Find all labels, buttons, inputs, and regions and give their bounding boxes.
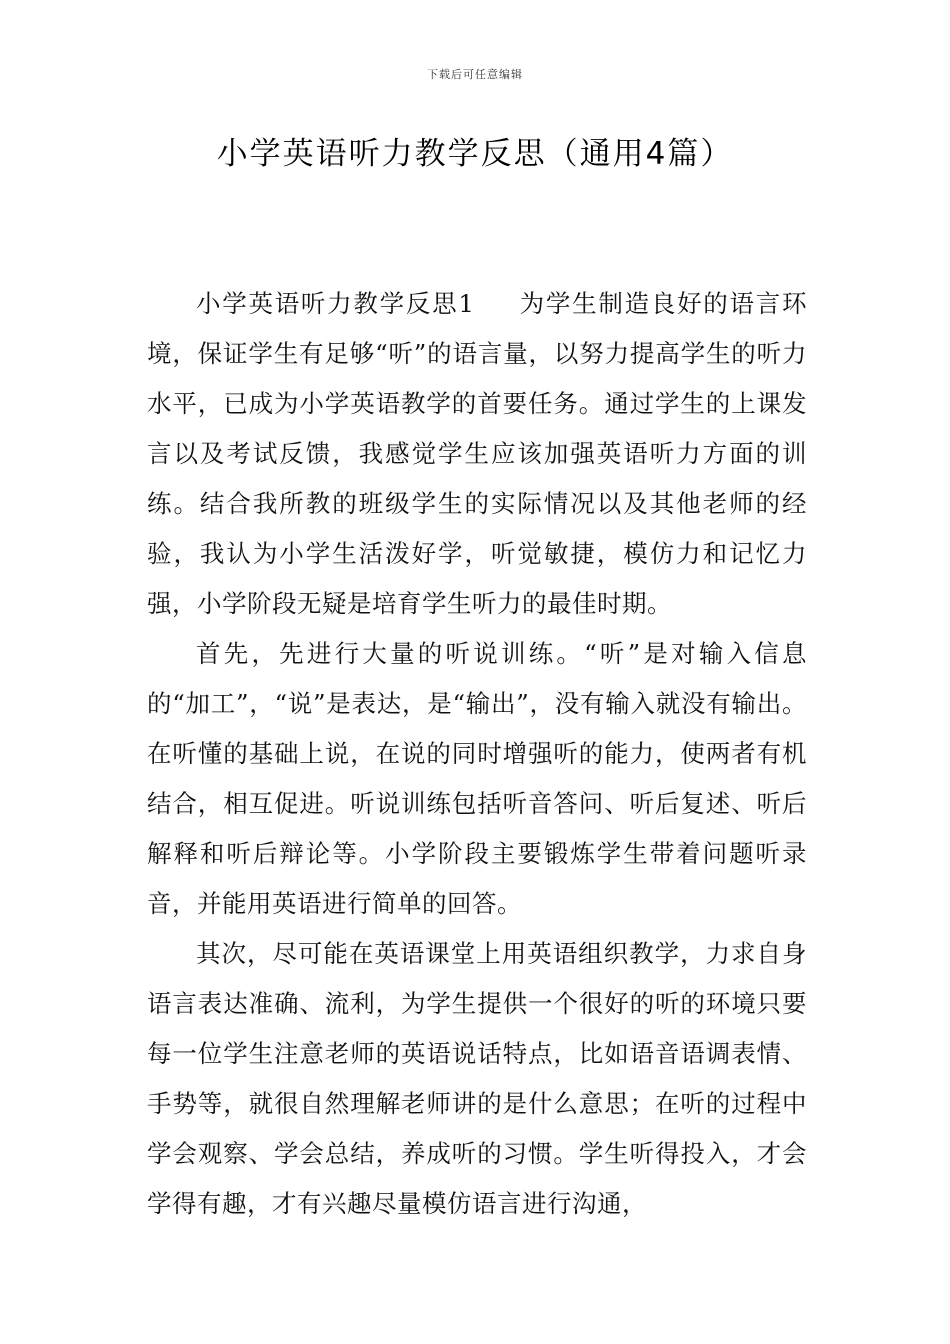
paragraph-1-text: 为学生制造良好的语言环境，保证学生有足够“听”的语言量，以努力提高学生的听力水平，已成为小学英语教学的首要任务。通过学生的上课发言以及考试反馈，我感觉学生应该加强英语听力方面的训练。结合我所教的班级学生的实际情况以及其他老师的经验，我认为小学生活泼好学，听觉敏捷，模仿力和记忆力强，小学阶段无疑是培育学生听力的最佳时期。 bbox=[147, 289, 808, 618]
paragraph-2: 首先，先进行大量的听说训练。“听”是对输入信息的“加工”，“说”是表达，是“输出”，没有输入就没有输出。在听懂的基础上说，在说的同时增强听的能力，使两者有机结合，相互促进。听说训练包括听音答问、听后复述、听后解释和听后辩论等。小学阶段主要锻炼学生带着问题听录音，并能用英语进行简单的回答。 bbox=[147, 639, 807, 918]
paragraph-3: 其次，尽可能在英语课堂上用英语组织教学，力求自身语言表达准确、流利，为学生提供一个很好的听的环境只要每一位学生注意老师的英语说话特点，比如语音语调表情、手势等，就很自然理解老师讲的是什么意思；在听的过程中学会观察、学会总结，养成听的习惯。学生听得投入，才会学得有趣，才有兴趣尽量模仿语言进行沟通， bbox=[147, 939, 807, 1218]
document-title: 小学英语听力教学反思（通用4篇） bbox=[216, 136, 734, 172]
document-body bbox=[147, 279, 807, 1229]
section-heading: 小学英语听力教学反思1 bbox=[196, 289, 475, 318]
header-note: 下载后可任意编辑 bbox=[427, 68, 523, 81]
paragraph-1 bbox=[147, 279, 807, 629]
